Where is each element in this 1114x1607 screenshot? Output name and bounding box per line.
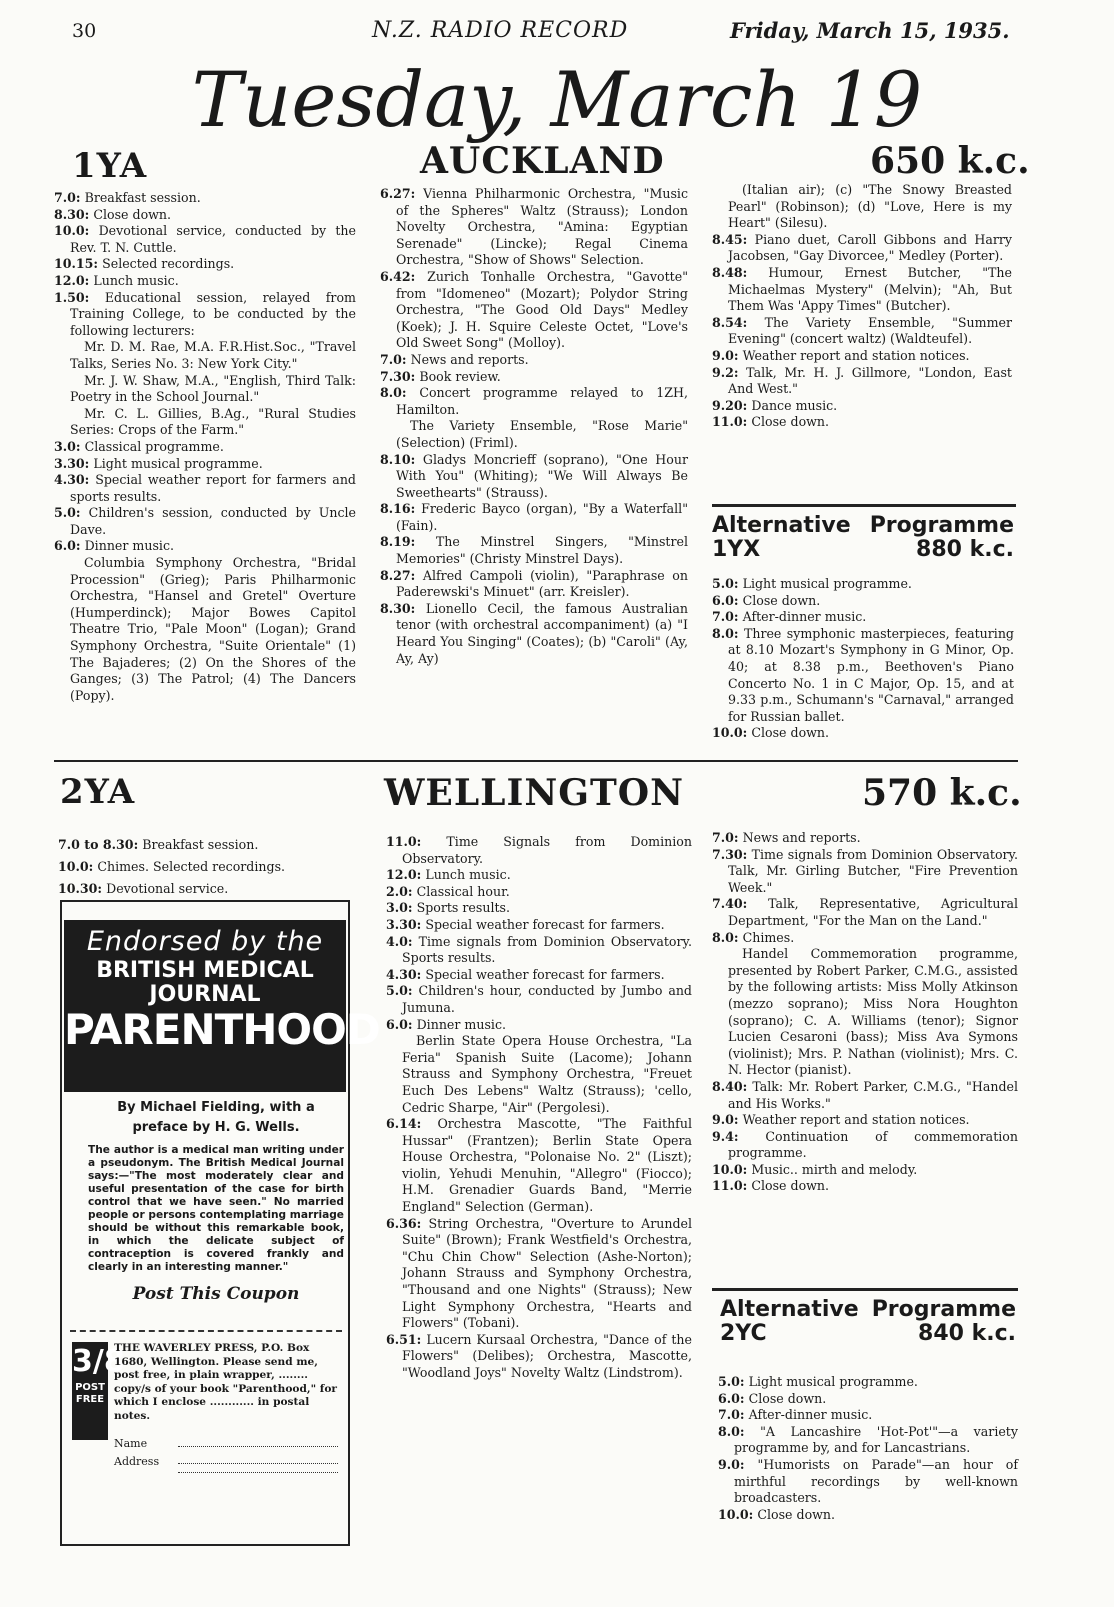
- programme-entry: [386, 1216, 692, 1332]
- programme-text: Orchestra Mascotte, "The Faithful Hussar" (Frantzen); Berlin State Opera House Orchestra, "Polonaise No. 2" (Liszt); violin, Yehudi Menuhin, "Allegro" (Fiocco); H.M. Grenadier Guards Band, "Merrie England" Selection (German).: [402, 1116, 692, 1215]
- station-2ya-column-2: [386, 834, 692, 1382]
- programme-text: After-dinner music.: [748, 1407, 873, 1423]
- programme-time: 8.40:: [712, 1078, 748, 1094]
- programme-entry: [54, 472, 356, 505]
- alternative-programme-1yx: [712, 514, 1014, 562]
- programme-entry: [54, 256, 356, 273]
- programme-text: Dinner music.: [84, 538, 175, 554]
- programme-time: 7.0:: [712, 609, 739, 625]
- programme-time: 6.51:: [386, 1331, 422, 1347]
- programme-entry: [712, 1162, 1018, 1179]
- programme-time: 6.0:: [54, 538, 81, 554]
- programme-time: 9.0:: [712, 347, 739, 363]
- programme-time: 7.0 to 8.30:: [58, 837, 139, 852]
- divider-rule: [712, 504, 1016, 507]
- programme-entry: [712, 626, 1014, 726]
- programme-time: 10.0:: [712, 1161, 748, 1177]
- programme-time: 10.30:: [58, 881, 103, 896]
- programme-text: The Variety Ensemble, "Summer Evening" (concert waltz) (Waldteufel).: [728, 314, 1012, 347]
- programme-time: 10.15:: [54, 256, 99, 272]
- programme-text: Devotional service.: [106, 881, 229, 896]
- programme-time: 10.0:: [712, 725, 748, 741]
- parenthood-advert: [60, 900, 380, 1546]
- programme-entry: [386, 900, 692, 917]
- programme-text: "A Lancashire 'Hot-Pot'"—a variety programme by, and for Lancastrians.: [734, 1423, 1018, 1456]
- programme-entry: [54, 456, 356, 473]
- programme-entry: [712, 725, 1014, 742]
- programme-entry: [386, 1017, 692, 1034]
- programme-time: 8.0:: [718, 1423, 745, 1439]
- programme-entry: [386, 1033, 692, 1116]
- programme-time: 8.0:: [712, 625, 739, 641]
- programme-entry: [712, 348, 1012, 365]
- programme-time: 3.30:: [54, 455, 90, 471]
- programme-time: 7.0:: [380, 351, 407, 367]
- programme-entry: [54, 505, 356, 538]
- programme-time: 3.0:: [386, 900, 413, 916]
- programme-entry: [712, 265, 1012, 315]
- programme-entry: [54, 373, 356, 406]
- alt-label-right: Programme: [871, 1297, 1016, 1322]
- programme-time: 7.0:: [718, 1407, 745, 1423]
- advert-price-note: POST FREE: [75, 1382, 105, 1405]
- programme-text: Time Signals from Dominion Observatory.: [402, 834, 692, 866]
- programme-time: 8.48:: [712, 264, 748, 280]
- programme-text: Lucern Kursaal Orchestra, "Dance of the Flowers" (Delibes); Orchestra, Mascotte, "Woodland Joys" Novelty Waltz (Lindstrom).: [402, 1331, 692, 1380]
- station-1ya-code: 1YA: [72, 146, 148, 186]
- programme-text: Humour, Ernest Butcher, "The Michaelmas Mystery" (Melvin); "Ah, But Them Was 'Appy Times" (Butcher).: [728, 264, 1012, 314]
- programme-text: Close down.: [757, 1506, 836, 1522]
- programme-entry: [386, 983, 692, 1016]
- programme-entry: [380, 452, 688, 502]
- programme-entry: [386, 884, 692, 901]
- programme-time: 6.0:: [718, 1390, 745, 1406]
- programme-text: News and reports.: [410, 351, 529, 367]
- programme-text: Close down.: [748, 1390, 827, 1406]
- programme-entry: [54, 439, 356, 456]
- programme-text: Close down.: [742, 592, 821, 608]
- programme-text: Lunch music.: [425, 867, 511, 883]
- programme-text: Handel Commemoration programme, presented by Robert Parker, C.M.G., assisted by the following artists: Miss Molly Atkinson (mezzo soprano); Miss Nora Houghton (soprano); C. A. Williams (tenor); Signor Lucien Cesaroni (bass); Miss Ava Symons (violinist); Mrs. P. Nathan (violinist); Mrs. C. N. Hector (pianist).: [728, 946, 1018, 1078]
- programme-text: Lunch music.: [93, 272, 179, 288]
- programme-time: 8.19:: [380, 534, 416, 550]
- advert-coupon-form: [114, 1342, 338, 1477]
- programme-text: Time signals from Dominion Observatory. Sports results.: [402, 933, 692, 966]
- programme-text: Weather report and station notices.: [742, 347, 970, 363]
- programme-time: 6.14:: [386, 1116, 422, 1132]
- advert-coupon-text: THE WAVERLEY PRESS, P.O. Box 1680, Wellington. Please send me, post free, in plain wrapper, ........ copy/s of your book "Parenthood," for which I enclose ............ in postal notes.: [114, 1342, 337, 1422]
- masthead: N.Z. RADIO RECORD: [372, 18, 629, 43]
- programme-entry: [380, 186, 688, 269]
- programme-time: 4.30:: [54, 472, 90, 488]
- programme-entry: [386, 917, 692, 934]
- programme-text: "Humorists on Parade"—an hour of mirthful recordings by well-known broadcasters.: [734, 1456, 1018, 1506]
- programme-text: Special weather forecast for farmers.: [425, 916, 665, 932]
- programme-text: Talk: Mr. Robert Parker, C.M.G., "Handel and His Works.": [728, 1078, 1018, 1111]
- programme-text: Mr. C. L. Gillies, B.Ag., "Rural Studies Series: Crops of the Farm.": [70, 405, 356, 438]
- programme-entry: [712, 365, 1012, 398]
- programme-entry: [712, 930, 1018, 947]
- programme-text: Close down.: [751, 725, 830, 741]
- advert-banner: [64, 920, 380, 1092]
- programme-entry: [386, 867, 692, 884]
- programme-text: Frederic Bayco (organ), "By a Waterfall" (Fain).: [396, 501, 688, 533]
- programme-time: 12.0:: [54, 272, 90, 288]
- programme-text: String Orchestra, "Overture to Arundel Suite" (Brown); Frank Westfield's Orchestra, "Chu Chin Chow" Selection (Ashe-Norton); Johann Strauss and Symphony Orchestra, "Thousand and one Nights" (Strauss); New Light Symphony Orchestra, "Hearts and Flowers" (Tobani).: [402, 1215, 693, 1331]
- programme-entry: [54, 290, 356, 340]
- programme-time: 5.0:: [718, 1374, 745, 1389]
- programme-text: Time signals from Dominion Observatory. Talk, Mr. Girling Butcher, "Fire Prevention Week.": [728, 846, 1018, 895]
- advert-endorsed: Endorsed by the: [86, 926, 324, 957]
- advert-title: PARENTHOOD: [64, 1005, 380, 1054]
- programme-text: Dance music.: [751, 397, 838, 413]
- programme-entry: [712, 1112, 1018, 1129]
- alt-station-code: 1YX: [712, 537, 761, 562]
- programme-entry: [712, 896, 1018, 929]
- advert-author-line-1: By Michael Fielding, with a: [117, 1100, 315, 1115]
- programme-entry: [380, 568, 688, 601]
- programme-time: 9.0:: [718, 1456, 745, 1472]
- programme-text: (Italian air); (c) "The Snowy Breasted Pearl" (Robinson); (d) "Love, Here is my Heart" (Silesu).: [728, 182, 1012, 231]
- programme-text: Chimes. Selected recordings.: [97, 859, 286, 874]
- programme-entry: [712, 182, 1012, 232]
- station-2ya-code: 2YA: [60, 772, 136, 812]
- programme-time: 8.30:: [380, 600, 416, 616]
- programme-text: Zurich Tonhalle Orchestra, "Gavotte" from "Idomeneo" (Mozart); Polydor String Orchestra, "The Good Old Days" Medley (Koek); J. H. Squire Celeste Octet, "Love's Old Sweet Song" (Molloy).: [396, 268, 688, 351]
- programme-entry: [712, 1079, 1018, 1112]
- programme-text: Classical programme.: [84, 438, 224, 454]
- alt-station-frequency: 840 k.c.: [918, 1321, 1016, 1346]
- programme-text: Book review.: [419, 368, 501, 384]
- programme-text: Special weather report for farmers and sports results.: [70, 472, 356, 504]
- programme-entry: [712, 576, 1014, 593]
- programme-entry: [712, 847, 1018, 897]
- programme-text: Breakfast session.: [142, 837, 259, 852]
- programme-entry: [712, 946, 1018, 1079]
- programme-time: 12.0:: [386, 867, 422, 883]
- advert-coupon-title: Post This Coupon: [132, 1284, 300, 1304]
- programme-entry: [718, 1374, 1018, 1391]
- programme-entry: [386, 1116, 692, 1216]
- programme-time: 8.10:: [380, 451, 416, 467]
- station-2ya-frequency: 570 k.c.: [862, 772, 1022, 814]
- programme-text: Light musical programme.: [93, 455, 263, 471]
- programme-time: 8.0:: [712, 929, 739, 945]
- programme-text: Light musical programme.: [742, 576, 912, 591]
- station-1ya-city: AUCKLAND: [420, 140, 665, 182]
- station-1ya-column-1: [54, 190, 356, 704]
- programme-time: 2.0:: [386, 883, 413, 899]
- programme-time: 10.0:: [718, 1506, 754, 1522]
- programme-time: 7.30:: [380, 368, 416, 384]
- programme-text: Talk, Representative, Agricultural Department, "For the Man on the Land.": [728, 896, 1018, 928]
- alt-station-code: 2YC: [720, 1321, 767, 1346]
- page-number: 30: [72, 20, 97, 42]
- programme-text: Children's session, conducted by Uncle Dave.: [70, 505, 356, 537]
- programme-text: Close down.: [93, 206, 172, 222]
- programme-entry: [54, 273, 356, 290]
- advert-description: The author is a medical man writing under a pseudonym. The British Medical Journal says:—"The most moderately clear and useful presentation of the case for birth control that we have seen." No married people or persons contemplating marriage should be without this remarkable book, in which the delicate subject of contraception is covered frankly and clearly in an interesting manner.": [88, 1144, 344, 1273]
- advert-journal: BRITISH MEDICAL JOURNAL: [96, 958, 314, 1007]
- programme-text: Classical hour.: [416, 883, 510, 899]
- alternative-1yx-list: [712, 576, 1014, 742]
- programme-time: 8.45:: [712, 231, 748, 247]
- programme-entry: [712, 609, 1014, 626]
- advert-address-field[interactable]: [178, 1455, 338, 1465]
- programme-time: 6.0:: [712, 592, 739, 608]
- programme-entry: [58, 856, 348, 878]
- programme-text: Gladys Moncrieff (soprano), "One Hour With You" (Whiting); "We Will Always Be Sweethearts" (Strauss).: [396, 451, 688, 500]
- programme-text: Children's hour, conducted by Jumbo and Jumuna.: [402, 983, 692, 1015]
- programme-entry: [54, 207, 356, 224]
- programme-time: 5.0:: [712, 576, 739, 591]
- programme-text: Piano duet, Caroll Gibbons and Harry Jacobsen, "Gay Divorcee," Medley (Porter).: [728, 231, 1012, 264]
- advert-body: [88, 1094, 344, 1304]
- programme-text: Concert programme relayed to 1ZH, Hamilton.: [396, 385, 688, 417]
- programme-text: Selected recordings.: [102, 256, 235, 272]
- programme-entry: [54, 406, 356, 439]
- programme-time: 7.0:: [712, 830, 739, 845]
- programme-time: 8.0:: [380, 385, 407, 401]
- divider-rule: [712, 1288, 1018, 1291]
- programme-text: Close down.: [751, 414, 830, 430]
- programme-text: Special weather forecast for farmers.: [425, 966, 665, 982]
- programme-text: The Variety Ensemble, "Rose Marie" (Selection) (Friml).: [396, 418, 688, 450]
- station-1ya-frequency: 650 k.c.: [870, 140, 1030, 182]
- programme-entry: [386, 1332, 692, 1382]
- programme-time: 1.50:: [54, 289, 90, 305]
- programme-entry: [718, 1457, 1018, 1507]
- programme-time: 3.0:: [54, 438, 81, 454]
- programme-text: News and reports.: [742, 830, 861, 845]
- station-2ya-city: WELLINGTON: [384, 772, 685, 814]
- programme-text: The Minstrel Singers, "Minstrel Memories" (Christy Minstrel Days).: [396, 534, 688, 567]
- advert-address-label: Address: [114, 1454, 160, 1468]
- alt-label-left: Alternative: [712, 513, 851, 538]
- programme-text: Continuation of commemoration programme.: [728, 1128, 1018, 1161]
- alt-label-right: Programme: [869, 513, 1014, 538]
- programme-time: 6.36:: [386, 1215, 422, 1231]
- programme-time: 5.0:: [54, 505, 81, 521]
- programme-text: Vienna Philharmonic Orchestra, "Music of the Spheres" Waltz (Strauss); London Novelty Orchestra, "Amina: Egyptian Serenade" (Lincke); Regal Cinema Orchestra, "Show of Shows" Selection.: [396, 186, 688, 268]
- programme-entry: [54, 339, 356, 372]
- station-2ya-column-1: [58, 834, 348, 900]
- programme-text: Mr. J. W. Shaw, M.A., "English, Third Talk: Poetry in the School Journal.": [70, 372, 356, 405]
- programme-time: 8.16:: [380, 501, 416, 517]
- programme-time: 7.40:: [712, 896, 748, 912]
- section-divider: [54, 760, 1018, 762]
- programme-time: 7.0:: [54, 190, 81, 205]
- programme-entry: [712, 1178, 1018, 1195]
- programme-text: Weather report and station notices.: [742, 1112, 970, 1128]
- programme-entry: [712, 1129, 1018, 1162]
- programme-entry: [54, 190, 356, 207]
- programme-entry: [380, 352, 688, 369]
- programme-text: Talk, Mr. H. J. Gillmore, "London, East And West.": [728, 364, 1012, 397]
- programme-text: Light musical programme.: [748, 1374, 918, 1389]
- programme-entry: [380, 385, 688, 418]
- programme-text: After-dinner music.: [742, 609, 867, 625]
- alt-label-left: Alternative: [720, 1297, 859, 1322]
- advert-price: 3/8: [72, 1344, 125, 1379]
- programme-text: Chimes.: [742, 929, 795, 945]
- programme-text: Dinner music.: [416, 1016, 507, 1032]
- programme-entry: [386, 967, 692, 984]
- programme-entry: [380, 601, 688, 667]
- programme-text: Alfred Campoli (violin), "Paraphrase on Paderewski's Minuet" (arr. Kreisler).: [396, 567, 688, 600]
- programme-time: 9.4:: [712, 1128, 739, 1144]
- programme-entry: [380, 269, 688, 352]
- programme-time: 8.54:: [712, 314, 748, 330]
- advert-address-field-2[interactable]: [178, 1472, 338, 1473]
- programme-entry: [386, 834, 692, 867]
- advert-name-label: Name: [114, 1437, 148, 1450]
- programme-entry: [712, 593, 1014, 610]
- programme-entry: [380, 534, 688, 567]
- programme-text: Breakfast session.: [84, 190, 201, 205]
- programme-time: 11.0:: [712, 414, 748, 430]
- programme-text: Columbia Symphony Orchestra, "Bridal Procession" (Grieg); Paris Philharmonic Orchestra, "Hansel and Gretel" Overture (Humperdinck); Major Bowes Capitol Theatre Trio, "Pale Moon" (Logan); Grand Symphony Orchestra, "Suite Orientale" (1) The Bajaderes; (2) On the Shores of the Ganges; (3) The Patrol; (4) The Dancers (Popy).: [70, 555, 356, 703]
- programme-entry: [58, 834, 348, 856]
- programme-time: 4.0:: [386, 933, 413, 949]
- programme-time: 10.0:: [54, 223, 90, 239]
- programme-time: 4.30:: [386, 966, 422, 982]
- programme-entry: [712, 315, 1012, 348]
- programme-entry: [54, 538, 356, 555]
- programme-entry: [718, 1424, 1018, 1457]
- programme-time: 9.20:: [712, 397, 748, 413]
- programme-text: Sports results.: [416, 900, 510, 916]
- alternative-2yc-list: [718, 1374, 1018, 1523]
- programme-entry: [718, 1407, 1018, 1424]
- programme-time: 9.2:: [712, 364, 739, 380]
- programme-time: 10.0:: [58, 859, 94, 874]
- programme-entry: [380, 369, 688, 386]
- programme-entry: [712, 398, 1012, 415]
- programme-text: Educational session, relayed from Training College, to be conducted by the following lecturers:: [70, 289, 356, 338]
- alternative-programme-2yc: [720, 1298, 1016, 1346]
- programme-time: 8.30:: [54, 206, 90, 222]
- programme-entry: [718, 1391, 1018, 1408]
- programme-time: 7.30:: [712, 846, 748, 862]
- programme-text: Devotional service, conducted by the Rev. T. N. Cuttle.: [70, 223, 356, 255]
- programme-entry: [58, 878, 348, 900]
- programme-time: 6.42:: [380, 268, 416, 284]
- station-1ya-column-3: [712, 182, 1012, 431]
- programme-entry: [54, 555, 356, 704]
- programme-time: 11.0:: [386, 834, 422, 849]
- station-2ya-column-3: [712, 830, 1018, 1195]
- programme-text: Berlin State Opera House Orchestra, "La Feria" Spanish Suite (Lacome); Johann Strauss and Symphony Orchestra, "Freuet Euch Des Lebens" Waltz (Strauss); 'cello, Cedric Sharpe, "Air" (Pergolesi).: [402, 1033, 692, 1115]
- programme-time: 9.0:: [712, 1112, 739, 1128]
- day-title: Tuesday, March 19: [191, 55, 923, 144]
- programme-text: Mr. D. M. Rae, M.A. F.R.Hist.Soc., "Travel Talks, Series No. 3: New York City.": [70, 339, 356, 371]
- advert-author-line-2: preface by H. G. Wells.: [132, 1120, 300, 1135]
- programme-text: Lionello Cecil, the famous Australian tenor (with orchestral accompaniment) (a) "I Heard You Singing" (Coates); (b) "Caroli" (Ay, Ay, Ay): [396, 600, 688, 666]
- programme-time: 6.27:: [380, 186, 416, 201]
- advert-name-field[interactable]: [178, 1437, 338, 1447]
- programme-time: 3.30:: [386, 916, 422, 932]
- programme-entry: [718, 1507, 1018, 1524]
- programme-text: Music.. mirth and melody.: [751, 1161, 918, 1177]
- advert-coupon: [70, 1330, 342, 1532]
- programme-entry: [380, 501, 688, 534]
- station-1ya-column-2: [380, 186, 688, 667]
- programme-time: 11.0:: [712, 1178, 748, 1194]
- programme-time: 5.0:: [386, 983, 413, 999]
- programme-entry: [380, 418, 688, 451]
- programme-entry: [712, 830, 1018, 847]
- programme-entry: [54, 223, 356, 256]
- programme-time: 8.27:: [380, 567, 416, 583]
- alt-station-frequency: 880 k.c.: [916, 537, 1014, 562]
- programme-time: 6.0:: [386, 1016, 413, 1032]
- issue-date: Friday, March 15, 1935.: [730, 18, 1010, 43]
- programme-entry: [386, 934, 692, 967]
- programme-entry: [712, 414, 1012, 431]
- advert-price-badge: [72, 1342, 125, 1440]
- programme-text: Three symphonic masterpieces, featuring at 8.10 Mozart's Symphony in G Minor, Op. 40; at 8.38 p.m., Beethoven's Piano Concerto No. 1 in C Major, Op. 15, and at 9.33 p.m., Schumann's "Carnaval," arranged for Russian ballet.: [728, 625, 1014, 724]
- programme-text: Close down.: [751, 1178, 830, 1194]
- programme-entry: [712, 232, 1012, 265]
